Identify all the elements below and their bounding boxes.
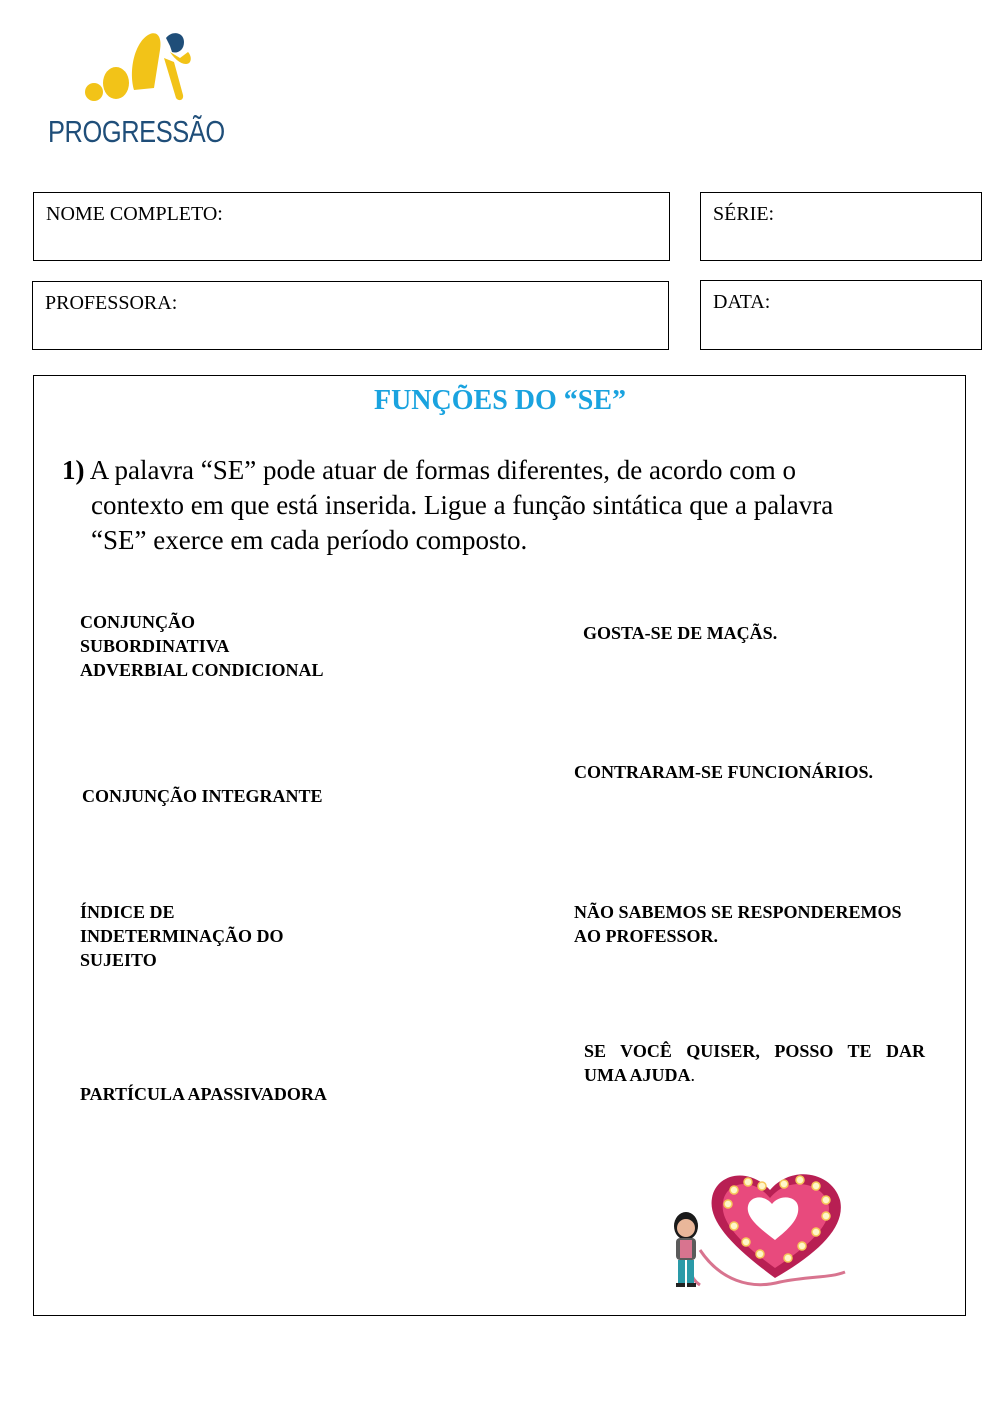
item-line: SE VOCÊ QUISER, POSSO TE DAR — [584, 1041, 925, 1061]
left-item-conditional[interactable] — [80, 610, 324, 682]
item-line: GOSTA-SE DE MAÇÃS. — [583, 623, 778, 643]
item-line: CONJUNÇÃO INTEGRANTE — [82, 786, 323, 806]
item-line: SUJEITO — [80, 950, 157, 970]
right-item-macas[interactable] — [583, 621, 777, 645]
question-number: 1) — [62, 455, 85, 485]
item-line: AO PROFESSOR. — [574, 926, 719, 946]
question-1 — [62, 453, 942, 558]
teacher-label: PROFESSORA: — [45, 292, 178, 314]
progressao-logo — [44, 28, 244, 158]
item-line: NÃO SABEMOS SE RESPONDEREMOS — [574, 902, 902, 922]
item-trailing-period: . — [690, 1065, 695, 1085]
right-item-funcionarios[interactable] — [574, 760, 873, 784]
item-line: UMA AJUDA — [584, 1065, 691, 1085]
item-line: SUBORDINATIVA — [80, 636, 230, 656]
question-line: “SE” exerce em cada período composto. — [91, 525, 528, 555]
teacher-field[interactable] — [32, 281, 669, 350]
name-label: NOME COMPLETO: — [46, 203, 223, 225]
left-item-indice[interactable] — [80, 900, 284, 972]
item-line: PARTÍCULA APASSIVADORA — [80, 1084, 327, 1104]
date-field[interactable] — [700, 280, 982, 350]
logo-mark-icon — [84, 28, 244, 108]
item-line: ÍNDICE DE — [80, 902, 175, 922]
item-line: INDETERMINAÇÃO DO — [80, 926, 284, 946]
heart-marquee-icon — [660, 1160, 860, 1295]
grade-field[interactable] — [700, 192, 982, 261]
item-line: CONJUNÇÃO — [80, 612, 195, 632]
item-line: ADVERBIAL CONDICIONAL — [80, 660, 324, 680]
date-label: DATA: — [713, 291, 771, 313]
name-field[interactable] — [33, 192, 670, 261]
right-item-ajuda[interactable] — [584, 1039, 925, 1087]
logo-text: PROGRESSÃO — [48, 114, 225, 149]
question-line: contexto em que está inserida. Ligue a função sintática que a palavra — [91, 490, 834, 520]
question-line: A palavra “SE” pode atuar de formas diferentes, de acordo com o — [89, 455, 796, 485]
right-item-professor[interactable] — [574, 900, 902, 948]
grade-label: SÉRIE: — [713, 203, 775, 225]
heart-illustration — [660, 1160, 860, 1295]
worksheet-title: FUNÇÕES DO “SE” — [373, 385, 627, 416]
item-line: CONTRARAM-SE FUNCIONÁRIOS. — [574, 762, 874, 782]
left-item-apassivadora[interactable] — [80, 1082, 327, 1106]
left-item-integrante[interactable] — [82, 784, 323, 808]
